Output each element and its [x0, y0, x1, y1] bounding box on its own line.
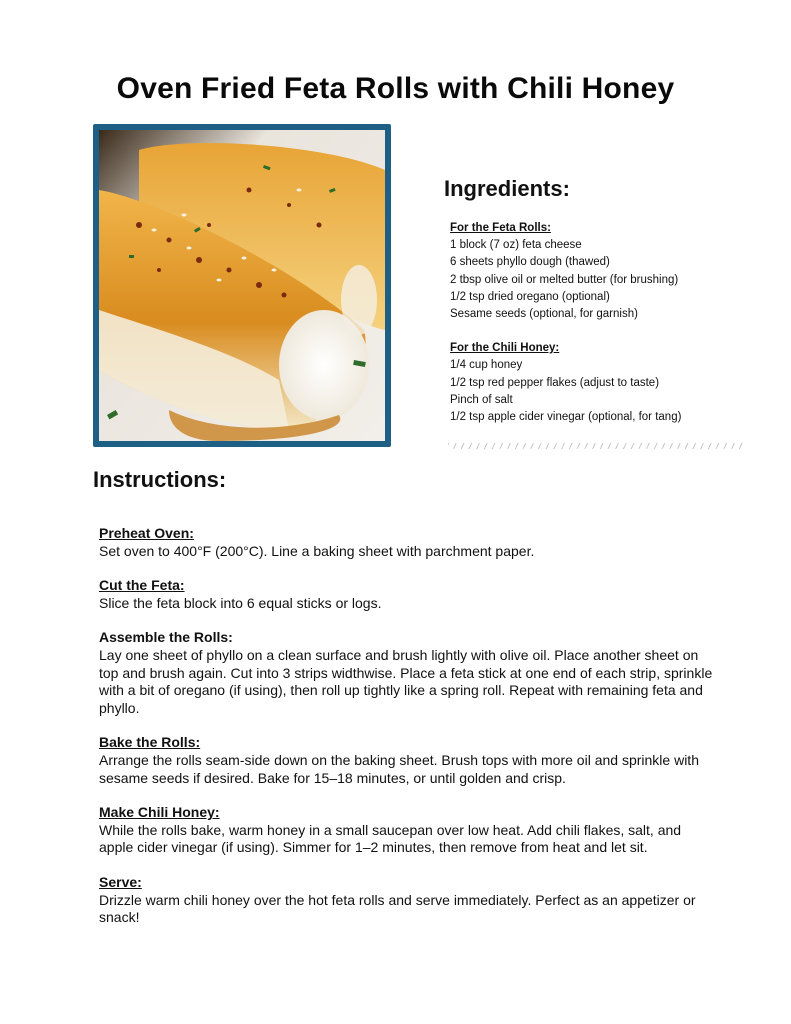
step-text: While the rolls bake, warm honey in a small saucepan over low heat. Add chili flakes, salt, and apple cider vinegar (if using). Simmer for 1–2 minutes, then remove from heat and let sit. [99, 821, 682, 856]
step-text: Slice the feta block into 6 equal sticks or logs. [99, 594, 382, 611]
step-title: Assemble the Rolls: [99, 629, 233, 646]
instruction-step [99, 629, 713, 717]
ingredient-item: 1/2 tsp apple cider vinegar (optional, for tang) [450, 411, 682, 424]
ingredient-group-feta-rolls [450, 220, 764, 323]
step-text: Set oven to 400°F (200°C). Line a baking sheet with parchment paper. [99, 542, 535, 559]
ingredient-item: 1/2 tsp dried oregano (optional) [450, 290, 610, 303]
feta-rolls-image [99, 130, 385, 441]
ingredient-item: 2 tbsp olive oil or melted butter (for brushing) [450, 273, 679, 286]
step-text: Drizzle warm chili honey over the hot feta rolls and serve immediately. Perfect as an appetizer or snack! [99, 891, 696, 926]
step-title: Bake the Rolls: [99, 734, 201, 751]
step-title: Preheat Oven: [99, 525, 194, 541]
instruction-step [99, 577, 713, 612]
step-title: Make Chili Honey: [99, 804, 220, 821]
recipe-title: Oven Fried Feta Rolls with Chili Honey [116, 72, 675, 105]
instruction-step [99, 874, 713, 927]
instruction-step [99, 804, 713, 857]
ingredient-group-title: For the Chili Honey: [450, 342, 560, 355]
instruction-step [99, 525, 713, 560]
ingredient-item: 1/4 cup honey [450, 359, 523, 372]
ingredient-group-chili-honey [450, 340, 764, 426]
instruction-step [99, 734, 713, 787]
step-title: Cut the Feta: [99, 577, 185, 594]
decorative-divider [448, 443, 744, 449]
step-text: Lay one sheet of phyllo on a clean surface and brush lightly with olive oil. Place another sheet on top and brush again. Cut into 3 strips widthwise. Place a feta stick at one end of each strip, sprinkle with a bit of oregano (if using), then roll up tightly like a spring roll. Repeat with remaining feta and phyllo. [99, 646, 713, 716]
ingredients-section [444, 176, 764, 426]
instructions-heading: Instructions: [93, 467, 227, 492]
recipe-photo [93, 124, 391, 447]
ingredient-item: 1/2 tsp red pepper flakes (adjust to taste) [450, 376, 660, 389]
ingredient-group-title: For the Feta Rolls: [450, 222, 551, 234]
ingredient-item: 1 block (7 oz) feta cheese [450, 239, 582, 252]
ingredient-item: Pinch of salt [450, 393, 513, 406]
instructions-section [93, 467, 713, 944]
step-text: Arrange the rolls seam-side down on the baking sheet. Brush tops with more oil and sprinkle with sesame seeds if desired. Bake for 15–18 minutes, or until golden and crisp. [99, 751, 699, 786]
ingredients-heading: Ingredients: [444, 176, 570, 201]
ingredient-item: 6 sheets phyllo dough (thawed) [450, 256, 610, 269]
step-title: Serve: [99, 873, 142, 890]
ingredient-item: Sesame seeds (optional, for garnish) [450, 308, 638, 321]
